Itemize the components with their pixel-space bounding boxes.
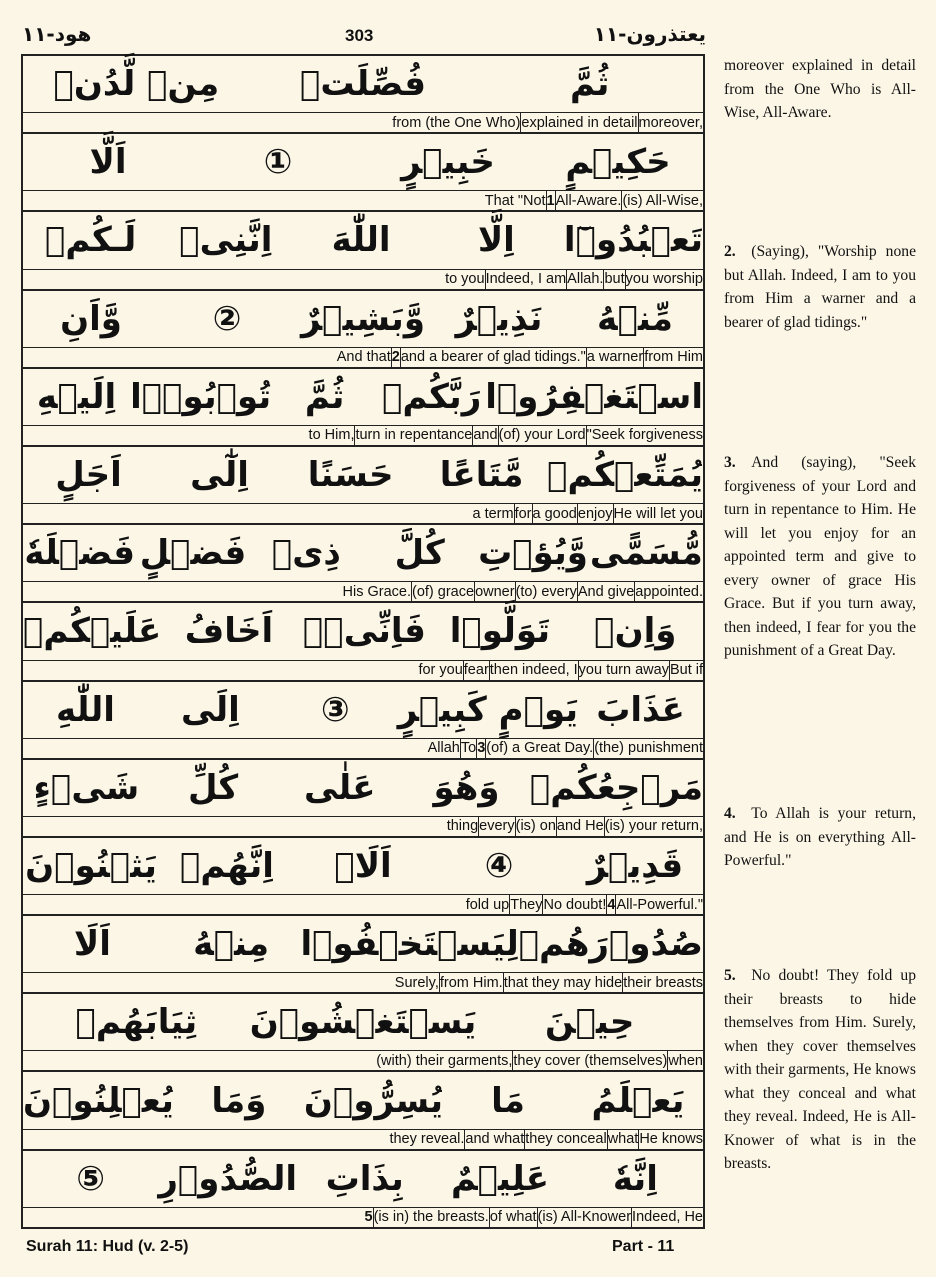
english-gloss: (of) your Lord bbox=[498, 427, 586, 444]
arabic-word: صُدُوۡرَهُمۡ bbox=[518, 924, 703, 965]
english-gloss: from Him. bbox=[439, 974, 503, 991]
verse-row bbox=[23, 1151, 703, 1227]
arabic-word: مِنۡ لَّدُنۡ bbox=[53, 64, 220, 105]
arabic-word: اِنَّنِىۡ bbox=[179, 220, 273, 261]
translation-text: To Allah is your return, and He is on everything All-Powerful." bbox=[724, 805, 916, 869]
arabic-word: يُسِرُّوۡنَ bbox=[303, 1080, 443, 1121]
verse-row bbox=[23, 603, 703, 681]
english-gloss: Surely, bbox=[394, 974, 439, 991]
translation-verse-number: 5. bbox=[724, 967, 736, 984]
english-gloss: "Seek forgiveness bbox=[586, 427, 703, 444]
english-gloss: He will let you bbox=[613, 505, 703, 522]
translation-text: (Saying), "Worship none but Allah. Indeed, I am to you from Him a warner and a bearer of glad tidings." bbox=[724, 243, 916, 331]
arabic-word: مُّسَمًّى bbox=[589, 533, 703, 574]
arabic-word: وَاِنۡ bbox=[594, 611, 677, 652]
page-number: 303 bbox=[345, 26, 374, 45]
arabic-word: يَوۡمٍ كَبِيۡرٍ bbox=[397, 689, 579, 730]
arabic-word: عَلَيۡكُمۡ bbox=[23, 611, 162, 652]
english-line bbox=[23, 660, 703, 680]
translation-paragraph bbox=[724, 964, 916, 1176]
english-gloss: All-Powerful." bbox=[616, 896, 703, 913]
english-gloss: (of) a Great Day. bbox=[486, 740, 594, 757]
translation-paragraph bbox=[724, 451, 916, 663]
english-gloss: of what bbox=[489, 1209, 537, 1226]
translation-paragraph bbox=[724, 240, 916, 334]
arabic-word: يَثۡنُوۡنَ bbox=[25, 845, 157, 886]
english-gloss: fold up bbox=[465, 896, 510, 913]
english-gloss: 1 bbox=[546, 192, 555, 209]
arabic-line bbox=[23, 1072, 703, 1128]
english-gloss: owner bbox=[475, 583, 515, 600]
translation-text: No doubt! They fold up their breasts to hide themselves from Him. Surely, when they cover themselves with their garments, He knows what they conceal and what they reveal. Indeed, He is All-Knower of what is in the breasts. bbox=[724, 967, 916, 1172]
arabic-word: مَرۡجِعُكُمۡ bbox=[529, 767, 703, 808]
arabic-line bbox=[23, 682, 703, 738]
english-gloss: And that bbox=[336, 349, 391, 366]
translation-paragraph bbox=[724, 802, 916, 873]
arabic-line bbox=[23, 134, 703, 190]
arabic-word: فَضۡلَهٗ bbox=[24, 533, 136, 574]
arabic-word: وَّبَشِيۡرٌ bbox=[301, 298, 425, 339]
verse-number-marker: ③ bbox=[320, 689, 350, 730]
arabic-word: خَبِيۡرٍ bbox=[401, 142, 495, 183]
english-gloss: appointed. bbox=[635, 583, 703, 600]
english-gloss: they reveal. bbox=[389, 1131, 465, 1148]
arabic-word: مَا bbox=[491, 1080, 525, 1121]
english-gloss: you worship bbox=[625, 271, 703, 288]
arabic-word: ثُمَّ bbox=[569, 64, 610, 105]
arabic-word: تُوۡبُوۡۤا bbox=[130, 376, 272, 417]
english-gloss: when bbox=[668, 1052, 703, 1069]
english-gloss: explained in detail bbox=[521, 114, 638, 131]
arabic-word: اِلَى bbox=[180, 689, 240, 730]
verse-row bbox=[23, 212, 703, 290]
english-gloss: 5 bbox=[364, 1209, 373, 1226]
arabic-word: اِنَّهُمۡ bbox=[180, 845, 274, 886]
arabic-word: اِلَّا bbox=[477, 220, 515, 261]
english-gloss: what bbox=[607, 1131, 639, 1148]
english-gloss: That "Not bbox=[484, 192, 546, 209]
verse-number-marker: ⑤ bbox=[76, 1158, 106, 1199]
arabic-word: نَذِيۡرٌ bbox=[455, 298, 543, 339]
arabic-word: ذِىۡ bbox=[271, 533, 341, 574]
arabic-word: عَذَابَ bbox=[596, 689, 685, 730]
arabic-line bbox=[23, 1151, 703, 1207]
english-gloss: All-Aware. bbox=[555, 192, 622, 209]
english-gloss: to you bbox=[445, 271, 485, 288]
arabic-word: يَسۡتَغۡشُوۡنَ bbox=[249, 1002, 477, 1043]
arabic-word: مَّتَاعًا bbox=[439, 455, 524, 496]
english-gloss: they cover (themselves) bbox=[513, 1052, 668, 1069]
verse-row bbox=[23, 682, 703, 760]
translation-paragraph bbox=[724, 54, 916, 125]
english-line bbox=[23, 112, 703, 132]
english-gloss: they conceal bbox=[525, 1131, 607, 1148]
arabic-word: اَجَلٍ bbox=[55, 455, 122, 496]
english-gloss: moreover, bbox=[638, 114, 703, 131]
arabic-word: وَّيُؤۡتِ bbox=[478, 533, 588, 574]
arabic-word: تَعۡبُدُوۡٓا bbox=[563, 220, 703, 261]
english-gloss: and what bbox=[465, 1131, 525, 1148]
word-by-word-grid bbox=[21, 54, 705, 1229]
arabic-word: وَهُوَ bbox=[433, 767, 500, 808]
english-line bbox=[23, 1129, 703, 1149]
arabic-line bbox=[23, 56, 703, 112]
verse-row bbox=[23, 838, 703, 916]
translation-verse-number: 3. bbox=[724, 454, 736, 471]
arabic-word: اسۡتَغۡفِرُوۡا bbox=[485, 376, 703, 417]
english-line bbox=[23, 738, 703, 758]
arabic-line bbox=[23, 369, 703, 425]
arabic-word: عَلٰى bbox=[304, 767, 376, 808]
english-gloss: 2 bbox=[391, 349, 400, 366]
arabic-word: قَدِيۡرٌ bbox=[586, 845, 684, 886]
arabic-line bbox=[23, 603, 703, 659]
arabic-word: اَلَّا bbox=[89, 142, 127, 183]
verse-number-marker: ④ bbox=[484, 845, 514, 886]
verse-number-marker: ② bbox=[212, 298, 242, 339]
english-gloss: but bbox=[604, 271, 625, 288]
english-gloss: enjoy bbox=[577, 505, 613, 522]
arabic-line bbox=[23, 212, 703, 268]
arabic-word: مِنۡهُ bbox=[193, 924, 270, 965]
english-line bbox=[23, 972, 703, 992]
english-gloss: you turn away bbox=[578, 662, 669, 678]
verse-row bbox=[23, 291, 703, 369]
english-gloss: To bbox=[460, 740, 477, 757]
arabic-word: اِنَّهٗ bbox=[612, 1158, 658, 1199]
verse-row bbox=[23, 134, 703, 212]
english-gloss: for bbox=[514, 505, 532, 522]
english-gloss: from (the One Who) bbox=[392, 114, 521, 131]
footer-surah-info: Surah 11: Hud (v. 2-5) bbox=[26, 1238, 189, 1255]
arabic-word: اَلَا bbox=[73, 924, 111, 965]
arabic-word: فُصِّلَتۡ bbox=[299, 64, 427, 105]
arabic-word: رَبَّكُمۡ bbox=[382, 376, 482, 417]
arabic-word: بِذَاتِ bbox=[325, 1158, 404, 1199]
english-gloss: (is) on bbox=[515, 818, 556, 835]
english-gloss: that they may hide bbox=[503, 974, 623, 991]
arabic-word: يُمَتِّعۡكُمۡ bbox=[547, 455, 703, 496]
english-gloss: But if bbox=[669, 662, 703, 678]
translation-verse-number: 4. bbox=[724, 805, 736, 822]
arabic-line bbox=[23, 447, 703, 503]
translation-verse-number: 2. bbox=[724, 243, 736, 260]
verse-row bbox=[23, 760, 703, 838]
verse-row bbox=[23, 1072, 703, 1150]
arabic-word: حَسَنًا bbox=[307, 455, 394, 496]
english-gloss: Allah. bbox=[567, 271, 604, 288]
english-line bbox=[23, 503, 703, 523]
english-gloss: a term bbox=[472, 505, 514, 522]
english-gloss: for you bbox=[418, 662, 463, 678]
footer-part: Part - 11 bbox=[612, 1238, 675, 1255]
english-gloss: (to) every bbox=[515, 583, 577, 600]
english-gloss: from Him bbox=[644, 349, 703, 366]
english-line bbox=[23, 816, 703, 836]
english-gloss: Indeed, I am bbox=[485, 271, 567, 288]
arabic-word: حِيۡنَ bbox=[544, 1002, 635, 1043]
arabic-word: حَكِيۡمٍ bbox=[565, 142, 671, 183]
english-gloss: and a bearer of glad tidings." bbox=[400, 349, 586, 366]
arabic-word: كُلَّ bbox=[394, 533, 445, 574]
english-gloss: a warner bbox=[586, 349, 644, 366]
arabic-word: تَوَلَّوۡا bbox=[449, 611, 550, 652]
english-gloss: (is) All-Knower bbox=[537, 1209, 632, 1226]
english-line bbox=[23, 1207, 703, 1227]
arabic-word: يُعۡلِنُوۡنَ bbox=[23, 1080, 174, 1121]
arabic-word: اللّٰهِ bbox=[55, 689, 115, 730]
arabic-word: الصُّدُوۡرِ bbox=[158, 1158, 298, 1199]
verse-row bbox=[23, 994, 703, 1072]
arabic-word: يَعۡلَمُ bbox=[591, 1080, 685, 1121]
english-gloss: then indeed, I bbox=[489, 662, 578, 678]
header-surah-title: هود-١١ bbox=[22, 22, 92, 46]
arabic-word: شَىۡءٍ bbox=[33, 767, 140, 808]
arabic-word: وَّاَنِ bbox=[60, 298, 122, 339]
arabic-word: فَاِنِّىۡۤ bbox=[302, 611, 426, 652]
verse-row bbox=[23, 916, 703, 994]
english-line bbox=[23, 894, 703, 914]
arabic-word: وَمَا bbox=[211, 1080, 267, 1121]
arabic-line bbox=[23, 525, 703, 581]
verse-row bbox=[23, 525, 703, 603]
english-gloss: (of) grace bbox=[412, 583, 475, 600]
english-gloss: (is in) the breasts. bbox=[373, 1209, 489, 1226]
verse-row bbox=[23, 369, 703, 447]
english-gloss: (the) punishment bbox=[594, 740, 703, 757]
english-line bbox=[23, 581, 703, 601]
english-gloss: And give bbox=[577, 583, 635, 600]
arabic-word: ثُمَّ bbox=[304, 376, 345, 417]
english-gloss: They bbox=[510, 896, 543, 913]
arabic-word: اِلٰٓى bbox=[190, 455, 249, 496]
arabic-word: لَـكُمۡ bbox=[44, 220, 137, 261]
arabic-line bbox=[23, 994, 703, 1050]
arabic-word: فَضۡلٍ bbox=[139, 533, 247, 574]
arabic-line bbox=[23, 760, 703, 816]
header-juz-title: يعتذرون-١١ bbox=[593, 22, 706, 46]
english-gloss: His Grace. bbox=[342, 583, 412, 600]
english-line bbox=[23, 269, 703, 289]
verse-row bbox=[23, 447, 703, 525]
english-gloss: (with) their garments, bbox=[376, 1052, 513, 1069]
arabic-word: اِلَيۡهِ bbox=[36, 376, 117, 417]
arabic-line bbox=[23, 838, 703, 894]
arabic-word: اللّٰهَ bbox=[331, 220, 391, 261]
english-gloss: He knows bbox=[639, 1131, 703, 1148]
english-gloss: No doubt! bbox=[543, 896, 607, 913]
verse-row bbox=[23, 56, 703, 134]
arabic-word: ثِيَابَهُمۡ bbox=[75, 1002, 198, 1043]
english-gloss: 3 bbox=[477, 740, 486, 757]
english-gloss: every bbox=[479, 818, 515, 835]
verse-number-marker: ① bbox=[263, 142, 293, 183]
english-gloss: Allah bbox=[427, 740, 460, 757]
arabic-word: كُلِّ bbox=[188, 767, 239, 808]
english-gloss: Indeed, He bbox=[632, 1209, 703, 1226]
arabic-line bbox=[23, 916, 703, 972]
arabic-line bbox=[23, 291, 703, 347]
english-line bbox=[23, 347, 703, 367]
arabic-word: عَلِيۡمٌ bbox=[450, 1158, 550, 1199]
english-gloss: 4 bbox=[607, 896, 616, 913]
arabic-word: لِيَسۡتَخۡفُوۡا bbox=[300, 924, 519, 965]
english-gloss: their breasts bbox=[623, 974, 703, 991]
english-gloss: to Him, bbox=[308, 427, 355, 444]
english-gloss: a good bbox=[532, 505, 577, 522]
english-gloss: (is) your return, bbox=[604, 818, 703, 835]
english-gloss: and bbox=[473, 427, 498, 444]
translation-text: moreover explained in detail from the One Who is All-Wise, All-Aware. bbox=[724, 57, 916, 121]
arabic-word: اَخَافُ bbox=[184, 611, 274, 652]
english-line bbox=[23, 190, 703, 210]
arabic-word: اَلَاۤ bbox=[334, 845, 392, 886]
translation-text: And (saying), "Seek forgiveness of your Lord and turn in repentance to Him. He will let you enjoy for an appointed term and give to every owner of grace His Grace. But if you turn away, then indeed, I fear for you the punishment of a Great Day. bbox=[724, 454, 916, 659]
english-line bbox=[23, 1050, 703, 1070]
english-gloss: fear bbox=[463, 662, 489, 678]
english-gloss: turn in repentance bbox=[355, 427, 473, 444]
english-gloss: (is) All-Wise, bbox=[622, 192, 703, 209]
english-gloss: thing bbox=[446, 818, 479, 835]
arabic-word: مِّنۡهُ bbox=[597, 298, 673, 339]
english-line bbox=[23, 425, 703, 445]
english-gloss: and He bbox=[556, 818, 604, 835]
